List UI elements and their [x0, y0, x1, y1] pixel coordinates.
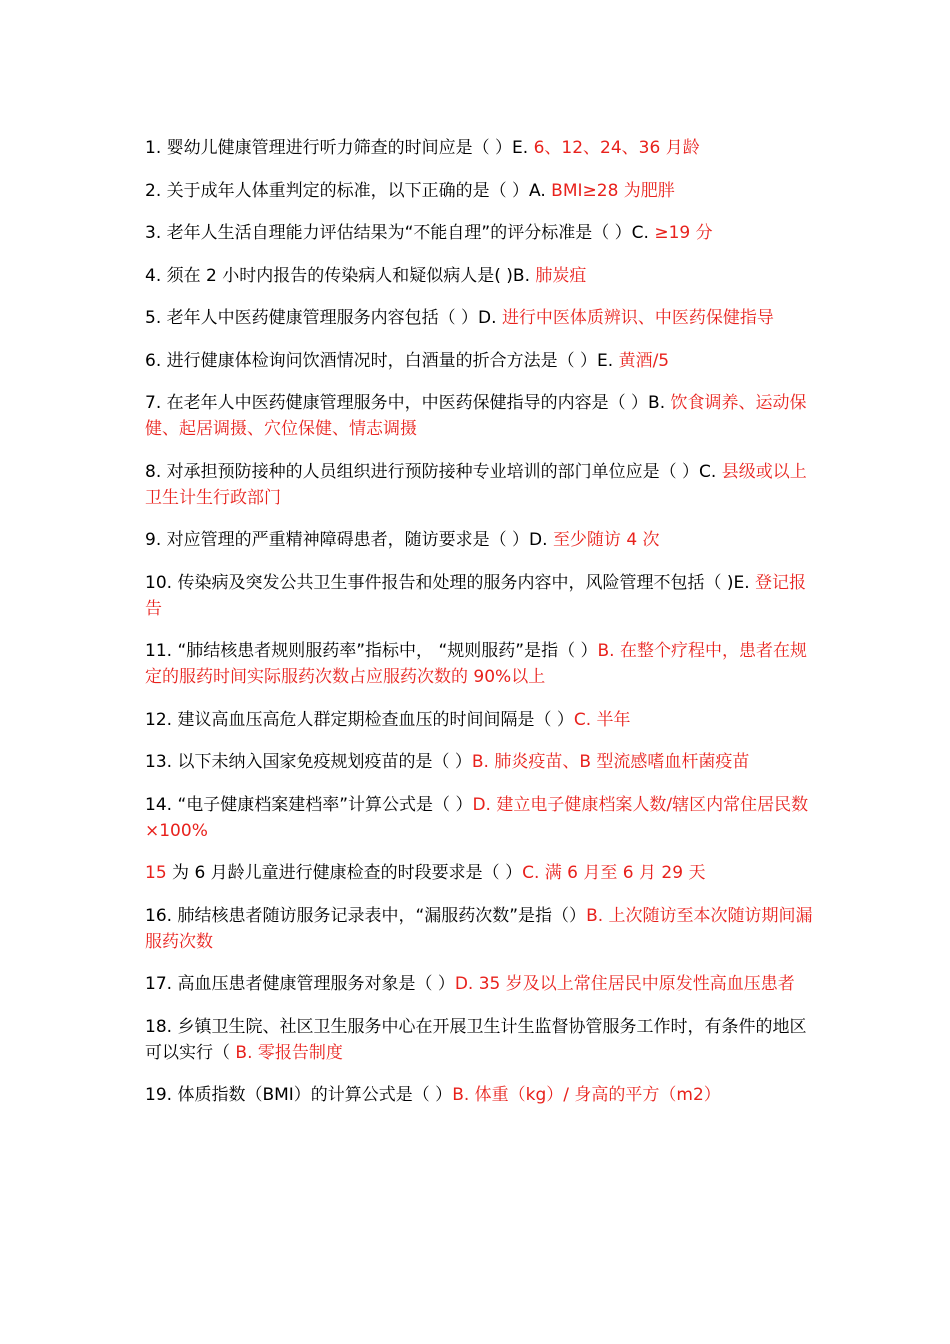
answer-text: 至少随访 4 次: [552, 530, 660, 550]
question-text: 1. 婴幼儿健康管理进行听力筛查的时间应是（ ）E.: [145, 138, 534, 158]
question-text: 18. 乡镇卫生院、社区卫生服务中心在开展卫生计生监督协管服务工作时，有条件的地区可以实行（: [145, 1016, 807, 1063]
answer-text: 饮食调养、运动保健、起居调摄、穴位保健、情志调摄: [145, 393, 807, 439]
answer-text: 县级或以上卫生计生行政部门: [145, 461, 807, 508]
answer-text: B. 在整个疗程中，患者在规定的服药时间实际服药次数占应服药次数的 90%以上: [145, 641, 807, 687]
question-4: [145, 263, 817, 289]
question-1: [145, 135, 817, 161]
answer-text: 肺炭疽: [535, 265, 587, 286]
question-6: [145, 348, 817, 374]
question-text: 7. 在老年人中医药健康管理服务中，中医药保健指导的内容是（ ）B.: [145, 393, 671, 413]
answer-text: 登记报告: [145, 572, 807, 619]
question-text: 3. 老年人生活自理能力评估结果为“不能自理”的评分标准是（ ）C.: [145, 223, 655, 243]
question-text: 6. 进行健康体检询问饮酒情况时，白酒量的折合方法是（ ）E.: [145, 350, 619, 371]
question-7: [145, 390, 817, 442]
question-text: 19. 体质指数（BMI）的计算公式是（ ）: [145, 1085, 453, 1105]
question-13: [145, 749, 817, 775]
question-text: 13. 以下未纳入国家免疫规划疫苗的是（ ）: [145, 752, 472, 772]
answer-text: B. 体重（kg）/ 身高的平方（m2）: [452, 1085, 721, 1105]
answer-text: ≥19 分: [654, 223, 713, 243]
question-text: 12. 建议高血压高危人群定期检查血压的时间间隔是（ ）: [145, 709, 574, 730]
question-text: 17. 高血压患者健康管理服务对象是（ ）: [145, 974, 455, 994]
answer-text: 黄酒/5: [618, 350, 670, 371]
question-text: 2. 关于成年人体重判定的标准，以下正确的是（ ）A.: [145, 180, 552, 201]
question-15: [145, 860, 817, 886]
question-text: 10. 传染病及突发公共卫生事件报告和处理的服务内容中，风险管理不包括（ )E.: [145, 572, 756, 593]
question-number: 15: [145, 863, 167, 883]
answer-text: D. 35 岁及以上常住居民中原发性高血压患者: [454, 974, 795, 994]
question-text: 4. 须在 2 小时内报告的传染病人和疑似病人是( )B.: [145, 265, 536, 286]
question-text: 9. 对应管理的严重精神障碍患者，随访要求是（ ）D.: [145, 530, 553, 550]
question-10: [145, 570, 817, 622]
question-text: 8. 对承担预防接种的人员组织进行预防接种专业培训的部门单位应是（ ）C.: [145, 461, 722, 482]
question-14: [145, 792, 817, 844]
question-16: [145, 903, 817, 955]
question-11: [145, 638, 817, 690]
question-text: 5. 老年人中医药健康管理服务内容包括（ ）D.: [145, 308, 502, 328]
document-page: [145, 135, 817, 1125]
answer-text: C. 半年: [573, 709, 631, 730]
answer-text: B. 上次随访至本次随访期间漏服药次数: [145, 905, 813, 952]
answer-text: C. 满 6 月至 6 月 29 天: [522, 863, 706, 883]
question-2: [145, 178, 817, 204]
answer-text: 6、12、24、36 月龄: [533, 138, 700, 158]
question-text: 14. “电子健康档案建档率”计算公式是（ ）: [145, 794, 473, 815]
answer-text: BMI≥28 为肥胖: [551, 180, 675, 201]
question-8: [145, 459, 817, 511]
question-3: [145, 220, 817, 246]
answer-text: D. 建立电子健康档案人数/辖区内常住居民数×100%: [145, 794, 809, 841]
question-18: [145, 1014, 817, 1066]
question-12: [145, 707, 817, 733]
answer-text: B. 零报告制度: [235, 1042, 343, 1063]
question-9: [145, 527, 817, 553]
question-19: [145, 1082, 817, 1108]
question-17: [145, 971, 817, 997]
answer-text: B. 肺炎疫苗、B 型流感嗜血杆菌疫苗: [471, 752, 750, 772]
question-text: 16. 肺结核患者随访服务记录表中，“漏服药次数”是指（）: [145, 905, 587, 926]
question-5: [145, 305, 817, 331]
answer-text: 进行中医体质辨识、中医药保健指导: [501, 308, 774, 328]
question-text: 11. “肺结核患者规则服药率”指标中， “规则服药”是指（ ）: [145, 641, 598, 661]
question-text: 为 6 月龄儿童进行健康检查的时段要求是（ ）: [166, 863, 523, 883]
